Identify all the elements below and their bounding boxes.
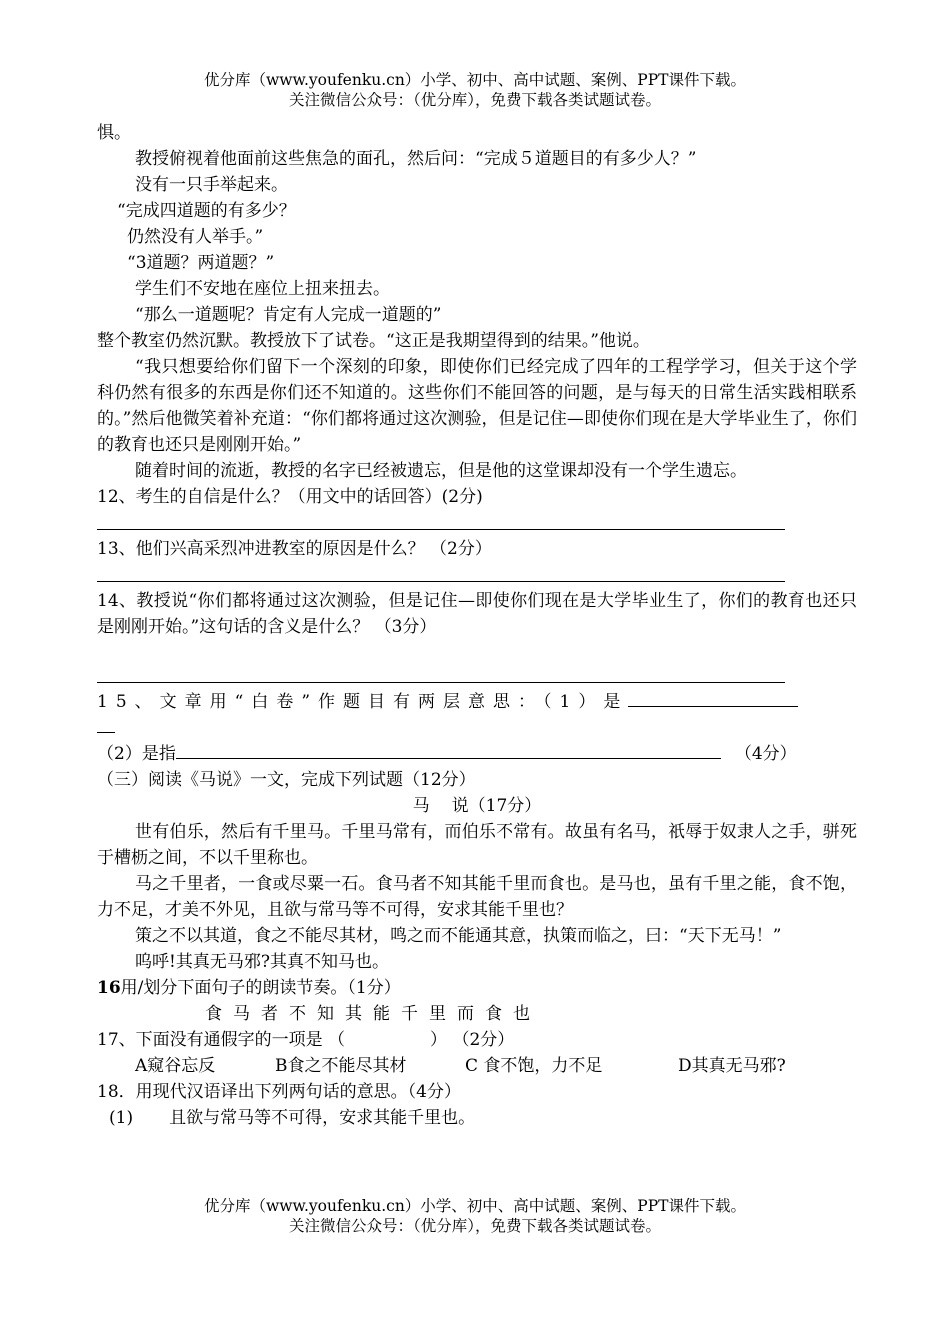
answer-blank-15-1-cont[interactable]	[97, 716, 115, 733]
question-14: 14、教授说“你们都将通过这次测验，但是记住—即使你们现在是大学毕业生了，你们的教育也还只是刚刚开始。”这句话的含义是什么？ （3分）	[97, 591, 857, 637]
question-16-sentence[interactable]: 食马者不知其能千里而食也	[205, 1004, 541, 1024]
question-16-number: 16	[97, 978, 121, 998]
title-char-ma: 马	[412, 796, 430, 816]
section-3-heading: （三）阅读《马说》一文，完成下列试题（12分）	[97, 770, 476, 790]
mashuo-paragraph-1: 世有伯乐，然后有千里马。千里马常有，而伯乐不常有。故虽有名马，祇辱于奴隶人之手，骈死于槽枥之间，不以千里称也。	[97, 822, 857, 868]
question-17: 17、下面没有通假字的一项是 （ ） （2分）	[97, 1030, 515, 1050]
question-18-item-1	[97, 1105, 857, 1131]
answer-line-14[interactable]	[97, 640, 785, 683]
mashuo-paragraph-3: 策之不以其道，食之不能尽其材，鸣之而不能通其意，执策而临之，曰：“天下无马！”	[135, 926, 782, 946]
passage-line: “完成四道题的有多少？	[117, 201, 296, 221]
header-line-1: 优分库（www.youfenku.cn）小学、初中、高中试题、案例、PPT课件下载。	[203, 71, 747, 89]
option-d[interactable]: D其真无马邪?	[678, 1056, 786, 1076]
question-13: 13、他们兴高采烈冲进教室的原因是什么？ （2分）	[97, 539, 492, 559]
question-15-line2	[97, 741, 857, 767]
question-18-item-1-number: (1)	[109, 1108, 134, 1128]
option-c[interactable]: C 食不饱，力不足	[465, 1056, 603, 1076]
option-b[interactable]: B食之不能尽其材	[275, 1056, 407, 1076]
title-score: （17分）	[468, 796, 542, 816]
page-header	[0, 70, 950, 110]
passage-line: 整个教室仍然沉默。教授放下了试卷。“这正是我期望得到的结果。”他说。	[97, 331, 650, 351]
question-16-text: 用/划分下面句子的朗读节奏。（1分）	[120, 978, 401, 998]
question-18-item-1-text: 且欲与常马等不可得，安求其能千里也。	[169, 1108, 476, 1128]
answer-line-13[interactable]	[97, 562, 785, 582]
answer-line-12[interactable]	[97, 510, 785, 530]
title-char-shuo: 说	[451, 796, 469, 816]
passage-title	[97, 793, 857, 819]
passage-line: 惧。	[97, 123, 131, 143]
question-17-options	[97, 1053, 857, 1079]
passage-line: “那么一道题呢？肯定有人完成一道题的”	[135, 305, 442, 325]
page-footer	[0, 1196, 950, 1236]
option-a[interactable]: A窥谷忘反	[135, 1056, 216, 1076]
passage-line: 教授俯视着他面前这些焦急的面孔，然后问：“完成５道题目的有多少人？”	[135, 149, 697, 169]
question-15-line1	[97, 689, 857, 715]
header-line-2: 关注微信公众号：（优分库），免费下载各类试题试卷。	[288, 91, 661, 109]
question-18: 18．用现代汉语译出下列两句话的意思。（4分）	[97, 1082, 461, 1102]
passage-line: “3道题？两道题？”	[127, 253, 275, 273]
mashuo-paragraph-4: 呜呼!其真无马邪?其真不知马也。	[135, 952, 389, 972]
passage-paragraph: “我只想要给你们留下一个深刻的印象，即使你们已经完成了四年的工程学学习，但关于这个学科仍然有很多的东西是你们还不知道的。这些你们不能回答的问题，是与每天的日常生活实践相联系的。”然后他微笑着补充道：“你们都将通过这次测验，但是记住—即使你们现在是大学毕业生了，你们的教育也还只是刚刚开始。”	[97, 357, 857, 455]
footer-line-2: 关注微信公众号：（优分库），免费下载各类试题试卷。	[288, 1217, 661, 1235]
passage-line: 随着时间的流逝，教授的名字已经被遗忘，但是他的这堂课却没有一个学生遗忘。	[135, 461, 747, 481]
footer-line-1: 优分库（www.youfenku.cn）小学、初中、高中试题、案例、PPT课件下载。	[203, 1197, 747, 1215]
question-15-score: （4分）	[734, 744, 797, 764]
passage-line: 仍然没有人举手。”	[127, 227, 264, 247]
passage-line: 没有一只手举起来。	[135, 175, 288, 195]
question-15-wrap	[97, 715, 857, 741]
question-15-text: 15、文章用“白卷”作题目有两层意思：（1）是	[97, 692, 629, 712]
question-15-part2-label: （2）是指	[97, 744, 176, 764]
question-12: 12、考生的自信是什么？（用文中的话回答）(2分)	[97, 487, 483, 507]
document-body	[97, 120, 857, 1131]
mashuo-paragraph-2: 马之千里者，一食或尽粟一石。食马者不知其能千里而食也。是马也，虽有千里之能，食不饱，力不足，才美不外见，且欲与常马等不可得，安求其能千里也？	[97, 874, 857, 920]
question-16	[97, 975, 857, 1001]
answer-blank-15-1[interactable]	[628, 690, 798, 707]
answer-blank-15-2[interactable]	[176, 742, 721, 759]
passage-line: 学生们不安地在座位上扭来扭去。	[135, 279, 390, 299]
